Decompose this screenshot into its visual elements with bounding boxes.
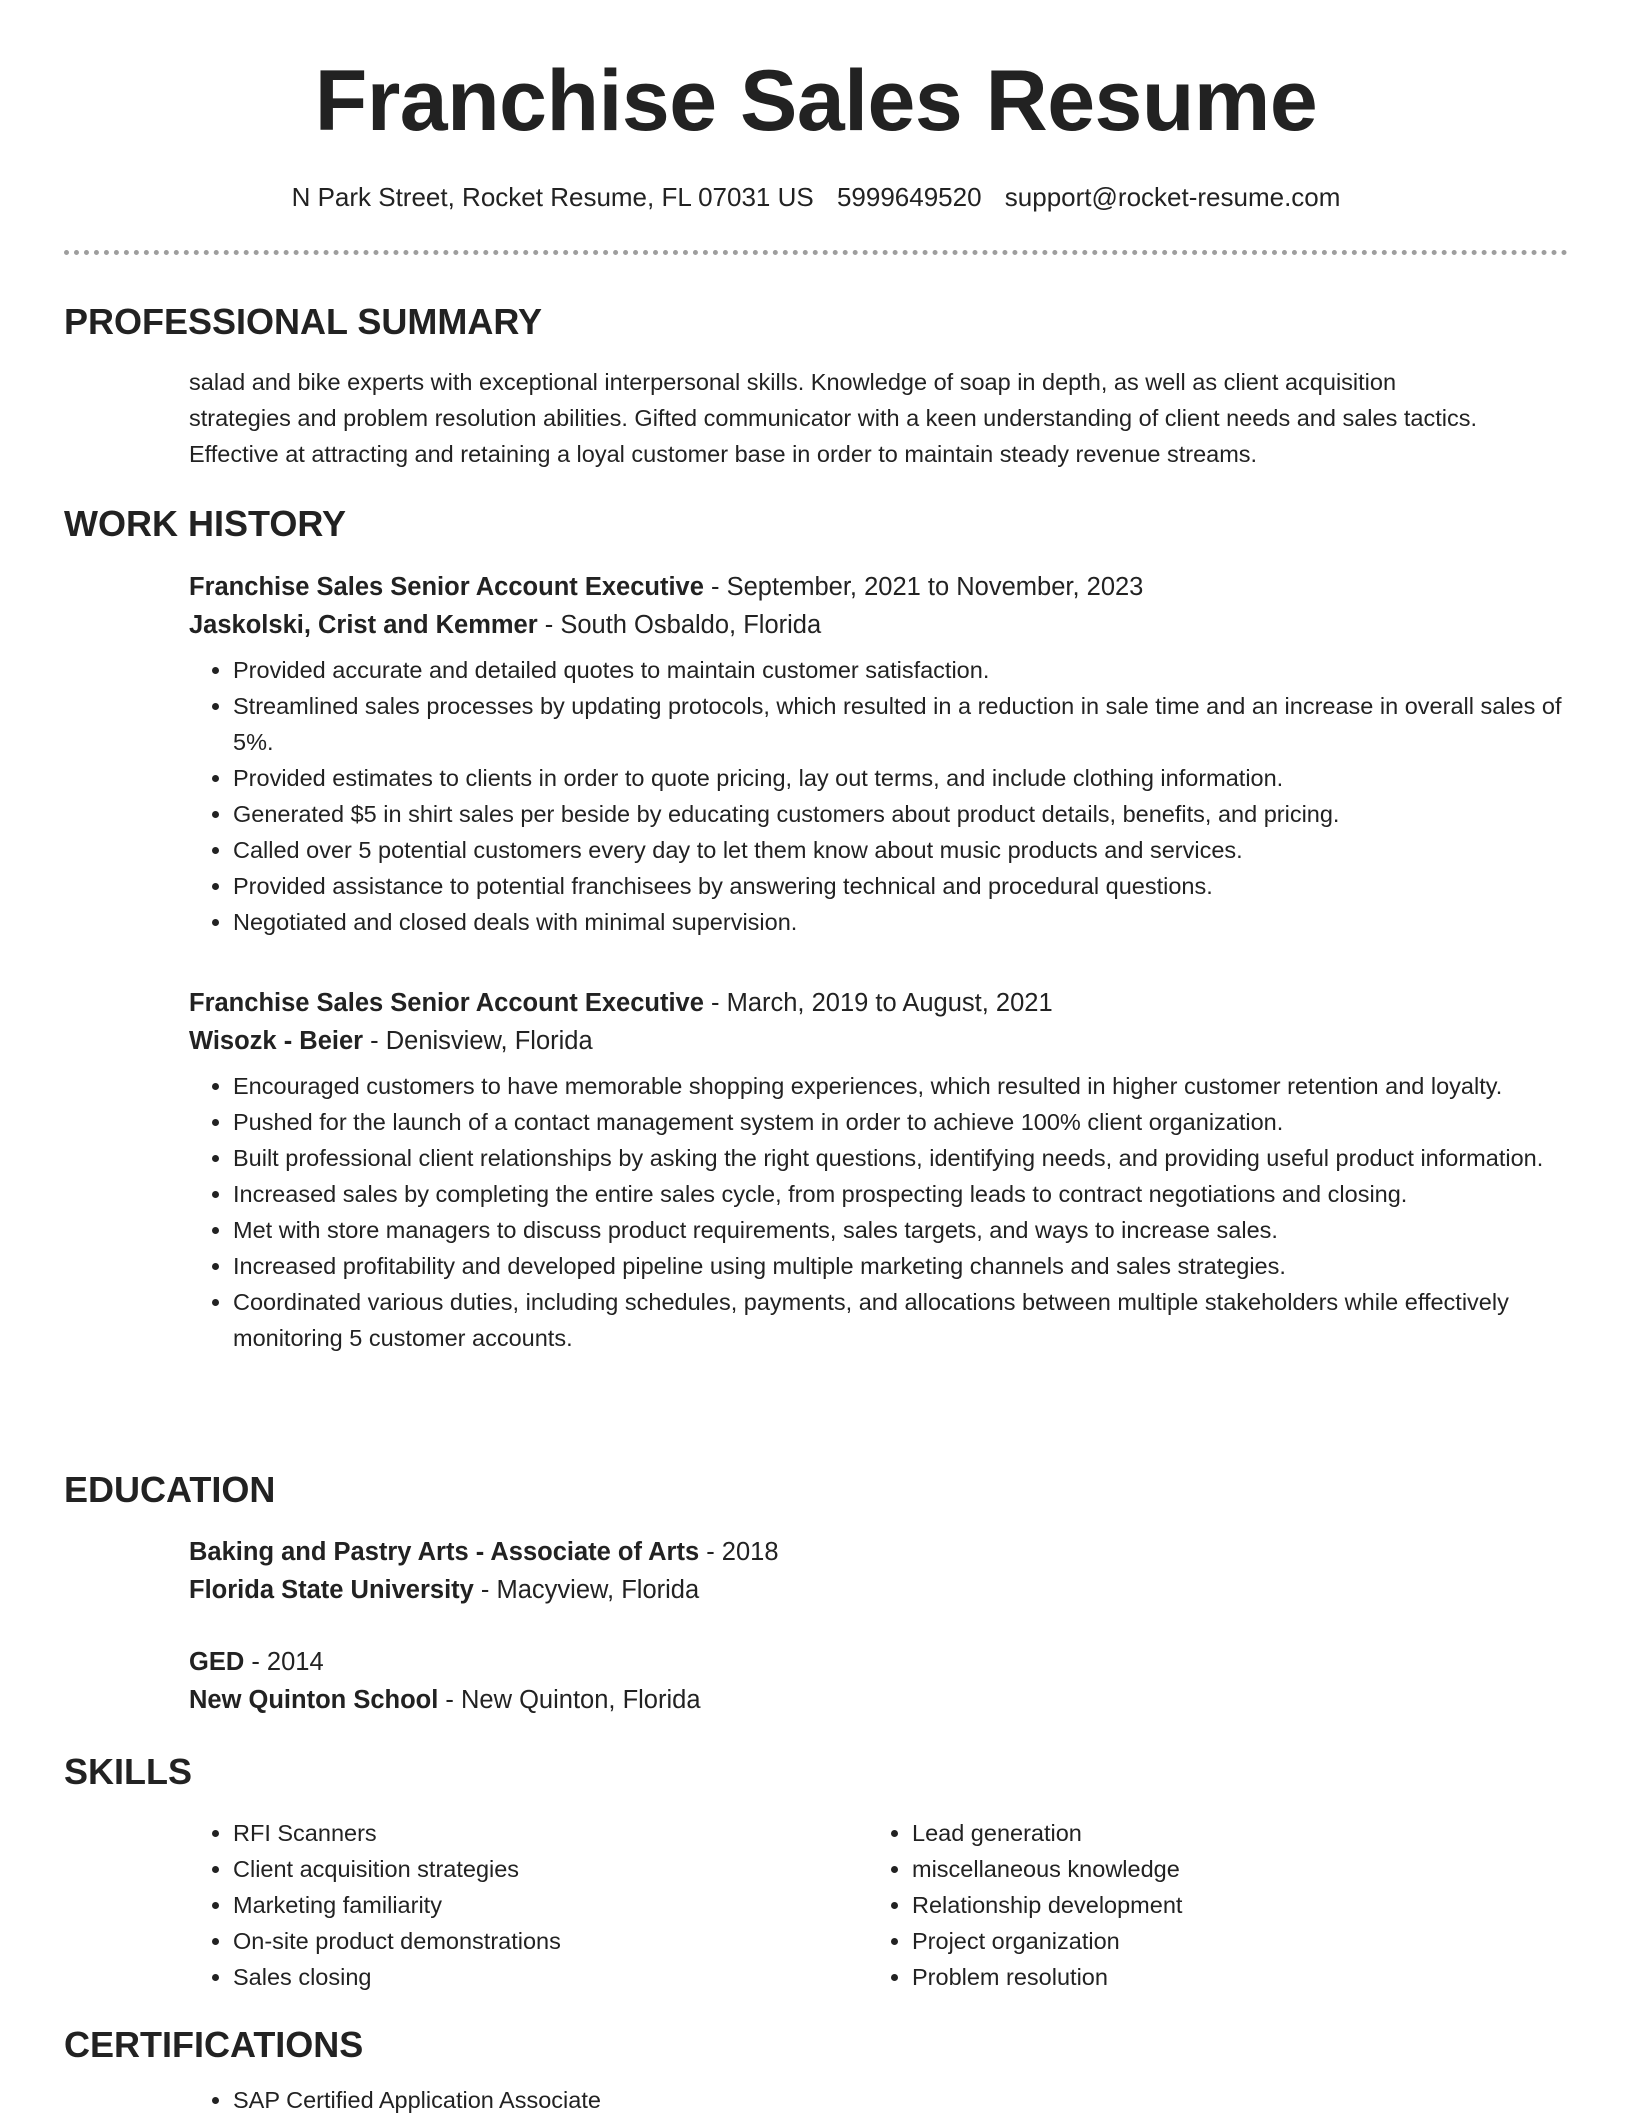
contact-phone: 5999649520 xyxy=(836,182,982,212)
list-item: • Provided assistance to potential franchisees by answering technical and procedural questions. xyxy=(233,868,1569,904)
education-year: - 2018 xyxy=(699,1538,779,1566)
job-entry xyxy=(189,568,1569,940)
list-item: • Generated $5 in shirt sales per beside by educating customers about product details, benefits, and pricing. xyxy=(233,796,1569,832)
education-location: - New Quinton, Florida xyxy=(438,1686,701,1714)
job-title-line xyxy=(189,568,1569,606)
list-item: • Provided accurate and detailed quotes to maintain customer satisfaction. xyxy=(233,652,1569,688)
job-title: Franchise Sales Senior Account Executive xyxy=(189,989,704,1017)
list-item: • Coordinated various duties, including schedules, payments, and allocations between multiple stakeholders while effectively monitoring 5 customer accounts. xyxy=(233,1284,1569,1356)
certifications-list xyxy=(189,2082,1569,2118)
job-title: Franchise Sales Senior Account Executive xyxy=(189,573,704,601)
job-location: - South Osbaldo, Florida xyxy=(537,611,822,639)
summary-text xyxy=(189,364,1569,472)
job-company-line xyxy=(189,1022,1569,1060)
list-item: • Marketing familiarity xyxy=(233,1887,793,1923)
job-company: Wisozk - Beier xyxy=(189,1027,364,1055)
education-school-line xyxy=(189,1571,1569,1609)
education-school: Florida State University xyxy=(189,1576,474,1604)
list-item: • Met with store managers to discuss product requirements, sales targets, and ways to increase sales. xyxy=(233,1212,1569,1248)
job-entry xyxy=(189,984,1569,1356)
list-item: • Built professional client relationships by asking the right questions, identifying needs, and providing useful product information. xyxy=(233,1140,1569,1176)
contact-email[interactable]: support@rocket-resume.com xyxy=(1004,182,1341,212)
education-entry xyxy=(189,1643,1569,1719)
job-dates: - September, 2021 to November, 2023 xyxy=(703,573,1144,601)
job-dates: - March, 2019 to August, 2021 xyxy=(703,989,1053,1017)
list-item: • Encouraged customers to have memorable shopping experiences, which resulted in higher customer retention and loyalty. xyxy=(233,1068,1569,1104)
education-year: - 2014 xyxy=(244,1648,324,1676)
list-item: • On-site product demonstrations xyxy=(233,1923,793,1959)
certifications-heading: CERTIFICATIONS xyxy=(64,2024,364,2065)
list-item: • Streamlined sales processes by updating protocols, which resulted in a reduction in sale time and an increase in overall sales of 5%. xyxy=(233,688,1569,760)
list-item: • miscellaneous knowledge xyxy=(912,1851,1472,1887)
list-item: • Increased profitability and developed pipeline using multiple marketing channels and sales strategies. xyxy=(233,1248,1569,1284)
job-bullets xyxy=(189,652,1569,940)
education-degree: Baking and Pastry Arts - Associate of Arts xyxy=(189,1538,700,1566)
list-item: • RFI Scanners xyxy=(233,1815,793,1851)
job-bullets xyxy=(189,1068,1569,1356)
education-school: New Quinton School xyxy=(189,1686,439,1714)
list-item: • Negotiated and closed deals with minimal supervision. xyxy=(233,904,1569,940)
education-entry xyxy=(189,1533,1569,1609)
skills-heading: SKILLS xyxy=(64,1751,193,1792)
list-item: • Pushed for the launch of a contact management system in order to achieve 100% client organization. xyxy=(233,1104,1569,1140)
list-item: • Problem resolution xyxy=(912,1959,1472,1995)
summary-line: strategies and problem resolution abilities. Gifted communicator with a keen understanding of client needs and sales tactics. xyxy=(189,405,1477,431)
list-item: • Provided estimates to clients in order to quote pricing, lay out terms, and include clothing information. xyxy=(233,760,1569,796)
summary-line: Effective at attracting and retaining a loyal customer base in order to maintain steady revenue streams. xyxy=(189,441,1258,467)
skills-column-right xyxy=(868,1815,1472,1995)
page-title: Franchise Sales Resume xyxy=(314,53,1318,149)
list-item: • Sales closing xyxy=(233,1959,793,1995)
job-title-line xyxy=(189,984,1569,1022)
education-degree-line xyxy=(189,1643,1569,1681)
work-history-heading: WORK HISTORY xyxy=(64,503,347,544)
summary-heading: PROFESSIONAL SUMMARY xyxy=(64,301,543,342)
list-item: • Project organization xyxy=(912,1923,1472,1959)
job-company: Jaskolski, Crist and Kemmer xyxy=(189,611,538,639)
contact-line xyxy=(0,184,1632,210)
summary-line: salad and bike experts with exceptional interpersonal skills. Knowledge of soap in depth, as well as client acquisition xyxy=(189,369,1397,395)
list-item: • Lead generation xyxy=(912,1815,1472,1851)
education-heading: EDUCATION xyxy=(64,1469,276,1510)
education-degree-line xyxy=(189,1533,1569,1571)
list-item: • SAP Certified Application Associate xyxy=(233,2082,1569,2118)
skills-column-left xyxy=(189,1815,793,1995)
education-school-line xyxy=(189,1681,1569,1719)
education-degree: GED xyxy=(189,1648,245,1676)
list-item: • Called over 5 potential customers every day to let them know about music products and services. xyxy=(233,832,1569,868)
certifications-bullets xyxy=(189,2082,1569,2118)
job-company-line xyxy=(189,606,1569,644)
list-item: • Increased sales by completing the entire sales cycle, from prospecting leads to contract negotiations and closing. xyxy=(233,1176,1569,1212)
contact-address: N Park Street, Rocket Resume, FL 07031 US xyxy=(291,182,814,212)
list-item: • Client acquisition strategies xyxy=(233,1851,793,1887)
header-divider xyxy=(64,250,1568,255)
list-item: • Relationship development xyxy=(912,1887,1472,1923)
education-location: - Macyview, Florida xyxy=(473,1576,700,1604)
job-location: - Denisview, Florida xyxy=(363,1027,593,1055)
